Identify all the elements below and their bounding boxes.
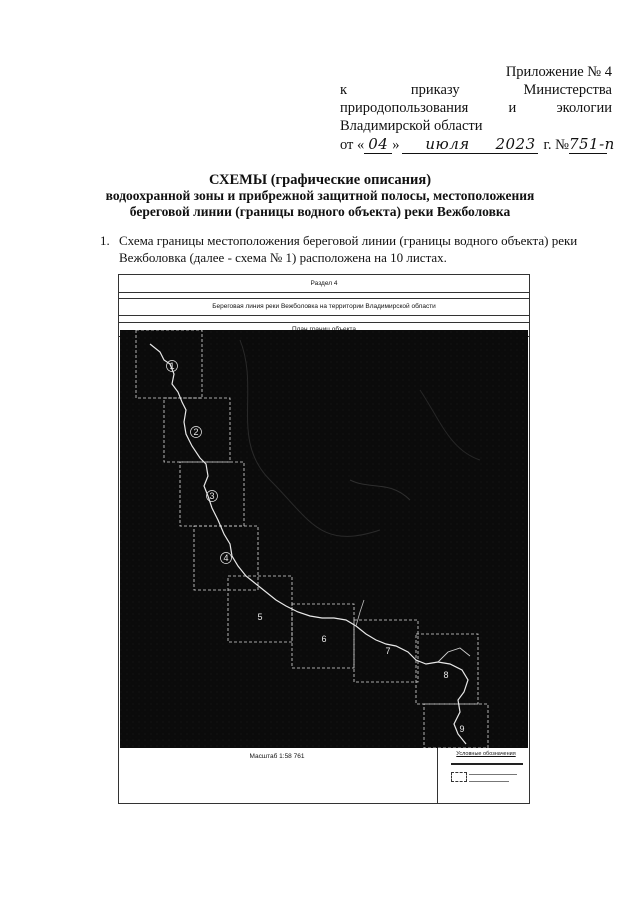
appendix-date-line [340, 135, 615, 154]
date-quote-close: » [392, 137, 400, 153]
legend-text-stub [469, 774, 517, 775]
legend-divider [437, 748, 438, 803]
document-title: СХЕМЫ (графические описания) [208, 172, 432, 188]
document-subtitle-2: береговой линии (границы водного объекта) реки Вежболовка [129, 204, 511, 219]
item-number: 1. [100, 233, 110, 248]
legend-box [445, 751, 527, 801]
sheet-label-9: 9 [459, 724, 465, 734]
scheme-section: Раздел 4 [119, 275, 529, 293]
sheet-label-8: 8 [443, 670, 449, 680]
appendix-ministry: Министерства [523, 82, 612, 98]
date-prefix: от « [340, 137, 365, 153]
appendix-region: Владимирской области [340, 118, 483, 134]
appendix-header [340, 63, 615, 154]
sheet-label-1: 1 [169, 361, 175, 371]
date-month: июля [402, 135, 494, 154]
sheet-label-5: 5 [257, 612, 263, 622]
map-area [120, 330, 528, 748]
item-text-line2: Вежболовка (далее - схема № 1) расположена на 10 листах. [119, 250, 447, 265]
sheet-label-7: 7 [385, 646, 391, 656]
appendix-line2 [340, 81, 612, 99]
date-year: 2023 [495, 135, 536, 153]
legend-frame-symbol [451, 772, 467, 782]
legend-title: Условные обозначения [456, 751, 516, 757]
order-number: 751-п [568, 135, 615, 153]
appendix-number: Приложение № 4 [505, 64, 612, 80]
sheet-label-4: 4 [223, 553, 229, 563]
appendix-k: к [340, 82, 348, 98]
sheet-label-3: 3 [209, 491, 215, 501]
appendix-ecology: экологии [556, 100, 612, 116]
scale-label: Масштаб 1:58 761 [249, 753, 305, 760]
appendix-and: и [508, 100, 517, 116]
appendix-nature: природопользования [340, 100, 469, 116]
map-svg [120, 330, 528, 748]
sheet-label-6: 6 [321, 634, 327, 644]
item-text-line1: Схема границы местоположения береговой линии (границы водного объекта) реки [119, 233, 578, 248]
sheet-label-2: 2 [193, 427, 199, 437]
legend-text-stub-2 [469, 781, 509, 782]
appendix-prikazu: приказу [410, 82, 460, 98]
order-number-prefix: г. № [543, 137, 569, 153]
date-day: 04 [364, 135, 392, 154]
legend-line-symbol [451, 763, 523, 765]
scheme-sheet [118, 274, 530, 804]
scheme-spacer-2 [119, 316, 529, 323]
document-subtitle-1: водоохранной зоны и прибрежной защитной полосы, местоположения [105, 188, 535, 203]
scheme-subtitle: Береговая линия реки Вежболовка на территории Владимирской области [119, 299, 529, 316]
appendix-line3 [340, 99, 612, 117]
